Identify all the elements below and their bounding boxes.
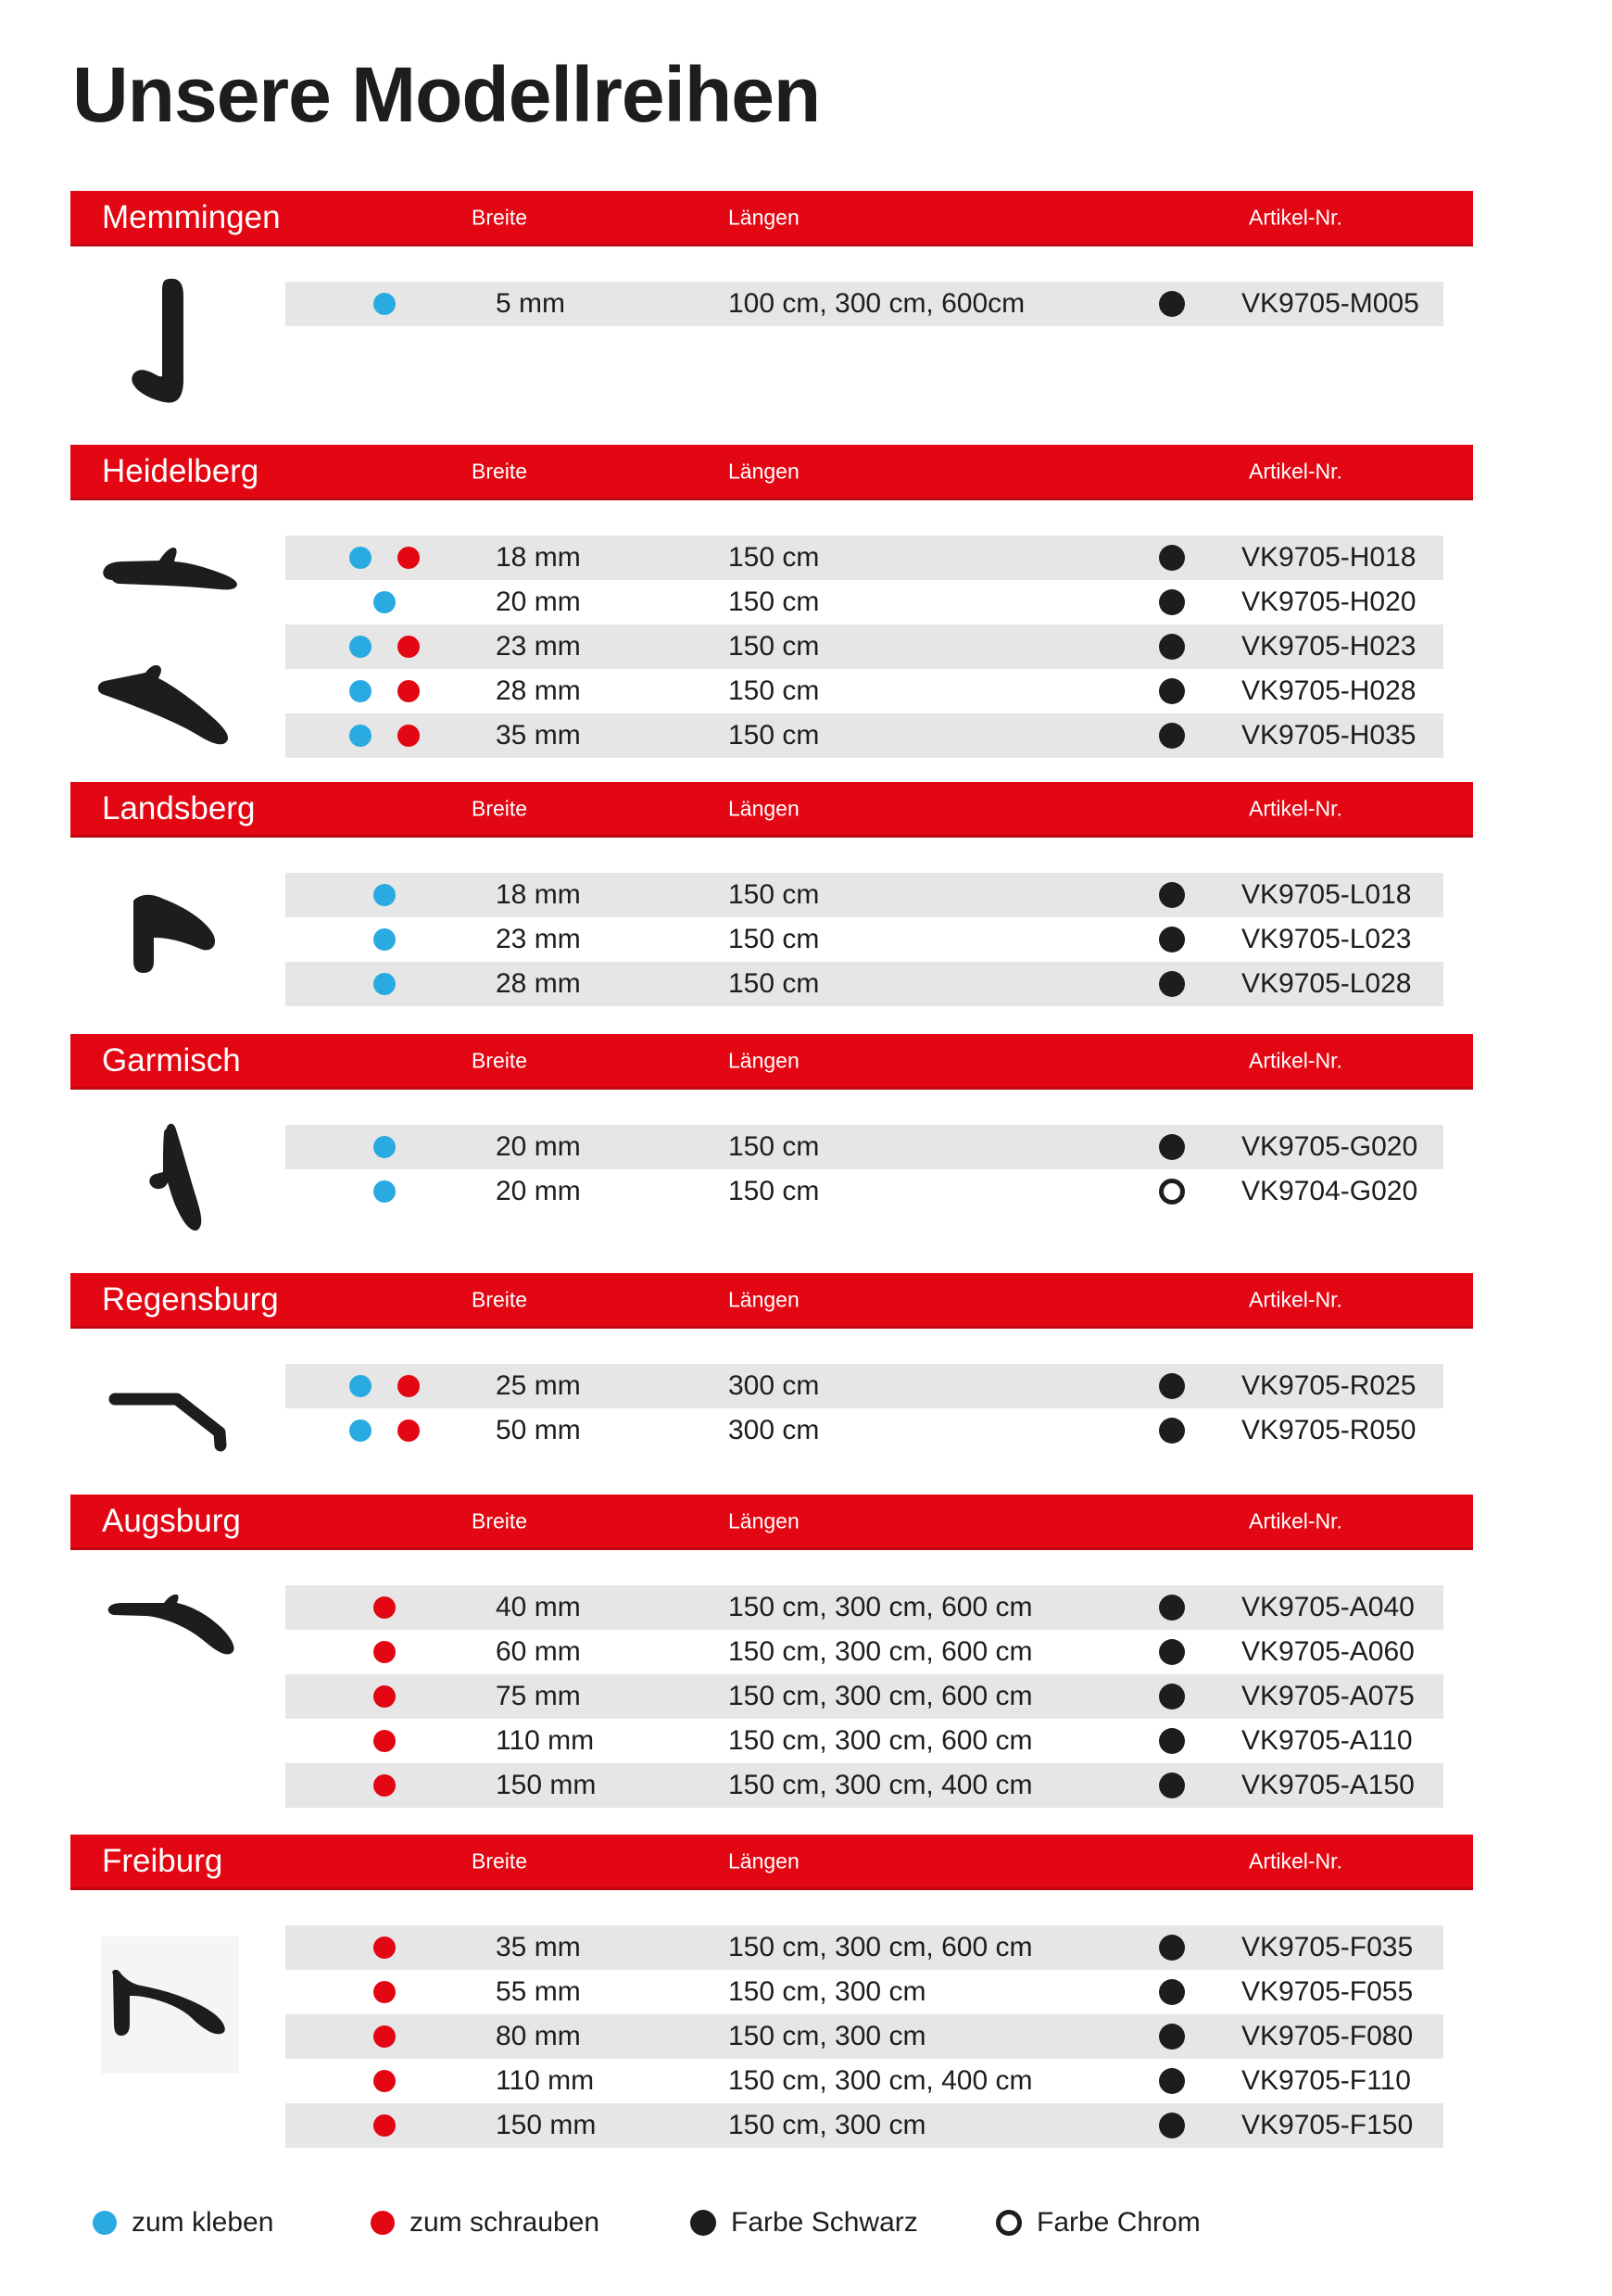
kleben-dot-icon — [373, 1180, 396, 1203]
column-header-artikel: Artikel-Nr. — [1249, 205, 1342, 230]
column-header-breite: Breite — [472, 1048, 528, 1073]
legend-item-schrauben — [371, 2207, 690, 2239]
section-landsberg — [70, 782, 1473, 1006]
laengen-value: 150 cm, 300 cm, 600 cm — [728, 1592, 1033, 1623]
mount-type-dots — [324, 1408, 445, 1453]
section-title: Freiburg — [102, 1842, 223, 1879]
artikel-nr-value: VK9705-R050 — [1241, 1415, 1417, 1446]
farbe-schwarz-icon — [1159, 2024, 1185, 2050]
mount-type-dots — [324, 917, 445, 962]
farbe-schwarz-icon — [1159, 2113, 1185, 2138]
section-rows — [285, 1125, 1443, 1214]
landsberg-profile-icon — [118, 894, 222, 973]
mount-type-dots — [324, 1585, 445, 1630]
section-rows — [285, 1925, 1443, 2148]
breite-value: 60 mm — [496, 1636, 581, 1668]
legend-item-schwarz — [690, 2207, 996, 2239]
farbe-schwarz-icon — [1159, 1418, 1185, 1444]
laengen-value: 300 cm — [728, 1370, 820, 1402]
artikel-nr-value: VK9705-F080 — [1241, 2021, 1414, 2052]
schrauben-dot-icon — [373, 1596, 396, 1619]
legend-label: Farbe Chrom — [1037, 2207, 1201, 2239]
farbe-cell — [1146, 1364, 1198, 1408]
laengen-value: 150 cm — [728, 968, 820, 1000]
legend-label: Farbe Schwarz — [731, 2207, 918, 2239]
artikel-nr-value: VK9705-A040 — [1241, 1592, 1415, 1623]
artikel-nr-value: VK9705-G020 — [1241, 1131, 1418, 1163]
profile-image-slot — [132, 1123, 208, 1240]
farbe-cell — [1146, 1763, 1198, 1808]
section-heidelberg — [70, 445, 1473, 758]
farbe-schwarz-icon — [1159, 2068, 1185, 2094]
section-garmisch — [70, 1034, 1473, 1214]
schrauben-dot-icon — [371, 2211, 395, 2235]
laengen-value: 150 cm — [728, 720, 820, 751]
table-row — [285, 624, 1443, 669]
section-header-bar — [70, 191, 1473, 246]
artikel-nr-value: VK9705-H020 — [1241, 587, 1417, 618]
farbe-schwarz-icon — [1159, 723, 1185, 749]
schrauben-dot-icon — [397, 636, 420, 658]
laengen-value: 300 cm — [728, 1415, 820, 1446]
column-header-breite: Breite — [472, 459, 528, 484]
sections-container — [70, 191, 1612, 2148]
column-header-artikel: Artikel-Nr. — [1249, 1508, 1342, 1533]
artikel-nr-value: VK9705-A075 — [1241, 1681, 1415, 1712]
section-title: Garmisch — [102, 1041, 241, 1079]
artikel-nr-value: VK9705-H023 — [1241, 631, 1417, 662]
legend-label: zum kleben — [132, 2207, 274, 2239]
section-rows — [285, 536, 1443, 758]
table-row — [285, 536, 1443, 580]
farbe-chrom-icon — [1159, 1179, 1185, 1205]
table-row — [285, 2103, 1443, 2148]
kleben-dot-icon — [93, 2211, 117, 2235]
schrauben-dot-icon — [397, 547, 420, 569]
breite-value: 20 mm — [496, 1176, 581, 1207]
legend-item-kleben — [93, 2207, 371, 2239]
table-row — [285, 2014, 1443, 2059]
profile-image-slot — [93, 542, 243, 753]
kleben-dot-icon — [373, 293, 396, 315]
breite-value: 110 mm — [496, 1725, 595, 1757]
farbe-cell — [1146, 1585, 1198, 1630]
mount-type-dots — [324, 1719, 445, 1763]
mount-type-dots — [324, 1925, 445, 1970]
kleben-dot-icon — [373, 591, 396, 613]
profile-image-slot — [101, 1936, 239, 2074]
farbe-schwarz-icon — [1159, 1639, 1185, 1665]
schrauben-dot-icon — [373, 2025, 396, 2048]
table-row — [285, 1719, 1443, 1763]
schrauben-dot-icon — [397, 680, 420, 702]
mount-type-dots — [324, 873, 445, 917]
profile-image-slot — [105, 1594, 241, 1661]
breite-value: 5 mm — [496, 288, 565, 320]
column-header-breite: Breite — [472, 1848, 528, 1873]
column-header-breite: Breite — [472, 1508, 528, 1533]
farbe-schwarz-icon — [690, 2210, 716, 2236]
laengen-value: 150 cm, 300 cm — [728, 2021, 926, 2052]
freiburg-profile-icon — [105, 1970, 234, 2036]
farbe-cell — [1146, 624, 1198, 669]
farbe-cell — [1146, 669, 1198, 713]
section-memmingen — [70, 191, 1473, 326]
breite-value: 35 mm — [496, 1932, 581, 1963]
artikel-nr-value: VK9705-F035 — [1241, 1932, 1414, 1963]
section-rows — [285, 873, 1443, 1006]
artikel-nr-value: VK9705-A150 — [1241, 1770, 1415, 1801]
column-header-artikel: Artikel-Nr. — [1249, 1048, 1342, 1073]
mount-type-dots — [324, 713, 445, 758]
table-row — [285, 1925, 1443, 1970]
laengen-value: 150 cm, 300 cm, 400 cm — [728, 2065, 1033, 2097]
schrauben-dot-icon — [397, 725, 420, 747]
farbe-cell — [1146, 713, 1198, 758]
mount-type-dots — [324, 1763, 445, 1808]
section-header-bar — [70, 1273, 1473, 1329]
farbe-cell — [1146, 1169, 1198, 1214]
table-row — [285, 917, 1443, 962]
breite-value: 23 mm — [496, 631, 581, 662]
artikel-nr-value: VK9705-A060 — [1241, 1636, 1415, 1668]
section-header-bar — [70, 1495, 1473, 1550]
section-rows — [285, 1364, 1443, 1453]
section-regensburg — [70, 1273, 1473, 1453]
farbe-cell — [1146, 580, 1198, 624]
table-row — [285, 1125, 1443, 1169]
farbe-schwarz-icon — [1159, 1134, 1185, 1160]
artikel-nr-value: VK9705-F055 — [1241, 1976, 1414, 2008]
farbe-cell — [1146, 962, 1198, 1006]
mount-type-dots — [324, 2014, 445, 2059]
section-header-bar — [70, 1034, 1473, 1090]
kleben-dot-icon — [373, 884, 396, 906]
laengen-value: 100 cm, 300 cm, 600cm — [728, 288, 1026, 320]
section-header-bar — [70, 1835, 1473, 1890]
artikel-nr-value: VK9705-H035 — [1241, 720, 1417, 751]
farbe-cell — [1146, 2059, 1198, 2103]
table-row — [285, 962, 1443, 1006]
laengen-value: 150 cm, 300 cm, 400 cm — [728, 1770, 1033, 1801]
section-rows — [285, 282, 1443, 326]
section-rows — [285, 1585, 1443, 1808]
kleben-dot-icon — [373, 973, 396, 995]
farbe-schwarz-icon — [1159, 1772, 1185, 1798]
artikel-nr-value: VK9705-H018 — [1241, 542, 1417, 574]
memmingen-profile-icon — [128, 276, 195, 408]
laengen-value: 150 cm, 300 cm — [728, 1976, 926, 2008]
farbe-schwarz-icon — [1159, 545, 1185, 571]
schrauben-dot-icon — [373, 1936, 396, 1959]
breite-value: 20 mm — [496, 587, 581, 618]
column-header-laengen: Längen — [728, 1508, 800, 1533]
breite-value: 80 mm — [496, 2021, 581, 2052]
laengen-value: 150 cm, 300 cm — [728, 2110, 926, 2141]
farbe-cell — [1146, 1630, 1198, 1674]
table-row — [285, 282, 1443, 326]
section-title: Memmingen — [102, 198, 281, 235]
laengen-value: 150 cm — [728, 587, 820, 618]
farbe-cell — [1146, 1719, 1198, 1763]
table-row — [285, 1169, 1443, 1214]
farbe-schwarz-icon — [1159, 1728, 1185, 1754]
column-header-laengen: Längen — [728, 1848, 800, 1873]
section-header-bar — [70, 445, 1473, 500]
farbe-schwarz-icon — [1159, 971, 1185, 997]
farbe-cell — [1146, 1674, 1198, 1719]
mount-type-dots — [324, 1674, 445, 1719]
mount-type-dots — [324, 624, 445, 669]
mount-type-dots — [324, 1125, 445, 1169]
laengen-value: 150 cm — [728, 675, 820, 707]
artikel-nr-value: VK9705-L023 — [1241, 924, 1412, 955]
farbe-schwarz-icon — [1159, 291, 1185, 317]
table-row — [285, 1763, 1443, 1808]
breite-value: 25 mm — [496, 1370, 581, 1402]
legend — [93, 2207, 1612, 2239]
schrauben-dot-icon — [373, 1774, 396, 1797]
breite-value: 50 mm — [496, 1415, 581, 1446]
section-freiburg — [70, 1835, 1473, 2148]
artikel-nr-value: VK9705-A110 — [1241, 1725, 1413, 1757]
section-title: Landsberg — [102, 789, 256, 826]
table-row — [285, 1674, 1443, 1719]
column-header-breite: Breite — [472, 205, 528, 230]
column-header-laengen: Längen — [728, 1287, 800, 1312]
table-row — [285, 1408, 1443, 1453]
legend-item-chrom — [996, 2207, 1201, 2239]
mount-type-dots — [324, 1169, 445, 1214]
artikel-nr-value: VK9705-L028 — [1241, 968, 1412, 1000]
table-row — [285, 669, 1443, 713]
breite-value: 110 mm — [496, 2065, 595, 2097]
schrauben-dot-icon — [373, 1641, 396, 1663]
farbe-schwarz-icon — [1159, 1373, 1185, 1399]
mount-type-dots — [324, 536, 445, 580]
laengen-value: 150 cm, 300 cm, 600 cm — [728, 1725, 1033, 1757]
laengen-value: 150 cm — [728, 542, 820, 574]
laengen-value: 150 cm — [728, 1131, 820, 1163]
farbe-cell — [1146, 1408, 1198, 1453]
table-row — [285, 1364, 1443, 1408]
profile-image-slot — [128, 276, 195, 408]
breite-value: 150 mm — [496, 2110, 597, 2141]
section-title: Regensburg — [102, 1280, 279, 1318]
farbe-cell — [1146, 2014, 1198, 2059]
page-title: Unsere Modellreihen — [72, 51, 821, 138]
laengen-value: 150 cm — [728, 631, 820, 662]
profile-image-slot — [118, 894, 222, 973]
farbe-cell — [1146, 917, 1198, 962]
kleben-dot-icon — [349, 725, 372, 747]
regensburg-profile-icon — [107, 1387, 234, 1454]
column-header-artikel: Artikel-Nr. — [1249, 796, 1342, 821]
table-row — [285, 1585, 1443, 1630]
table-row — [285, 1630, 1443, 1674]
laengen-value: 150 cm, 300 cm, 600 cm — [728, 1681, 1033, 1712]
kleben-dot-icon — [349, 1375, 372, 1397]
section-title: Heidelberg — [102, 452, 259, 489]
breite-value: 35 mm — [496, 720, 581, 751]
mount-type-dots — [324, 1970, 445, 2014]
mount-type-dots — [324, 1630, 445, 1674]
column-header-laengen: Längen — [728, 205, 800, 230]
farbe-schwarz-icon — [1159, 882, 1185, 908]
farbe-schwarz-icon — [1159, 1979, 1185, 2005]
column-header-breite: Breite — [472, 1287, 528, 1312]
farbe-schwarz-icon — [1159, 927, 1185, 952]
kleben-dot-icon — [349, 680, 372, 702]
farbe-cell — [1146, 2103, 1198, 2148]
section-augsburg — [70, 1495, 1473, 1808]
breite-value: 75 mm — [496, 1681, 581, 1712]
mount-type-dots — [324, 2059, 445, 2103]
breite-value: 40 mm — [496, 1592, 581, 1623]
kleben-dot-icon — [373, 928, 396, 951]
farbe-schwarz-icon — [1159, 634, 1185, 660]
farbe-schwarz-icon — [1159, 1935, 1185, 1961]
schrauben-dot-icon — [397, 1419, 420, 1442]
artikel-nr-value: VK9705-R025 — [1241, 1370, 1417, 1402]
schrauben-dot-icon — [397, 1375, 420, 1397]
farbe-cell — [1146, 1970, 1198, 2014]
section-title: Augsburg — [102, 1502, 241, 1539]
artikel-nr-value: VK9705-H028 — [1241, 675, 1417, 707]
heidelberg-profile-icon — [93, 547, 243, 753]
farbe-cell — [1146, 536, 1198, 580]
mount-type-dots — [324, 2103, 445, 2148]
mount-type-dots — [324, 962, 445, 1006]
farbe-cell — [1146, 1125, 1198, 1169]
kleben-dot-icon — [373, 1136, 396, 1158]
farbe-schwarz-icon — [1159, 1595, 1185, 1621]
laengen-value: 150 cm, 300 cm, 600 cm — [728, 1932, 1033, 1963]
column-header-artikel: Artikel-Nr. — [1249, 1287, 1342, 1312]
artikel-nr-value: VK9705-M005 — [1241, 288, 1419, 320]
mount-type-dots — [324, 1364, 445, 1408]
farbe-cell — [1146, 282, 1198, 326]
breite-value: 150 mm — [496, 1770, 597, 1801]
table-row — [285, 873, 1443, 917]
breite-value: 23 mm — [496, 924, 581, 955]
farbe-schwarz-icon — [1159, 1684, 1185, 1709]
kleben-dot-icon — [349, 547, 372, 569]
table-row — [285, 713, 1443, 758]
legend-label: zum schrauben — [409, 2207, 600, 2239]
table-row — [285, 1970, 1443, 2014]
artikel-nr-value: VK9705-F150 — [1241, 2110, 1414, 2141]
farbe-schwarz-icon — [1159, 678, 1185, 704]
laengen-value: 150 cm, 300 cm, 600 cm — [728, 1636, 1033, 1668]
breite-value: 28 mm — [496, 675, 581, 707]
table-row — [285, 580, 1443, 624]
breite-value: 18 mm — [496, 542, 581, 574]
column-header-laengen: Längen — [728, 1048, 800, 1073]
mount-type-dots — [324, 282, 445, 326]
augsburg-profile-icon — [105, 1594, 241, 1661]
farbe-schwarz-icon — [1159, 589, 1185, 615]
mount-type-dots — [324, 580, 445, 624]
breite-value: 55 mm — [496, 1976, 581, 2008]
breite-value: 28 mm — [496, 968, 581, 1000]
kleben-dot-icon — [349, 636, 372, 658]
column-header-breite: Breite — [472, 796, 528, 821]
schrauben-dot-icon — [373, 2070, 396, 2092]
column-header-laengen: Längen — [728, 796, 800, 821]
garmisch-profile-icon — [132, 1123, 208, 1240]
artikel-nr-value: VK9705-L018 — [1241, 879, 1412, 911]
column-header-laengen: Längen — [728, 459, 800, 484]
artikel-nr-value: VK9705-F110 — [1241, 2065, 1411, 2097]
column-header-artikel: Artikel-Nr. — [1249, 1848, 1342, 1873]
laengen-value: 150 cm — [728, 1176, 820, 1207]
section-header-bar — [70, 782, 1473, 838]
artikel-nr-value: VK9704-G020 — [1241, 1176, 1418, 1207]
farbe-chrom-icon — [996, 2210, 1022, 2236]
schrauben-dot-icon — [373, 2114, 396, 2137]
table-row — [285, 2059, 1443, 2103]
mount-type-dots — [324, 669, 445, 713]
breite-value: 20 mm — [496, 1131, 581, 1163]
farbe-cell — [1146, 1925, 1198, 1970]
schrauben-dot-icon — [373, 1685, 396, 1708]
farbe-cell — [1146, 873, 1198, 917]
schrauben-dot-icon — [373, 1981, 396, 2003]
laengen-value: 150 cm — [728, 924, 820, 955]
column-header-artikel: Artikel-Nr. — [1249, 459, 1342, 484]
profile-image-slot — [107, 1387, 234, 1454]
laengen-value: 150 cm — [728, 879, 820, 911]
schrauben-dot-icon — [373, 1730, 396, 1752]
breite-value: 18 mm — [496, 879, 581, 911]
kleben-dot-icon — [349, 1419, 372, 1442]
